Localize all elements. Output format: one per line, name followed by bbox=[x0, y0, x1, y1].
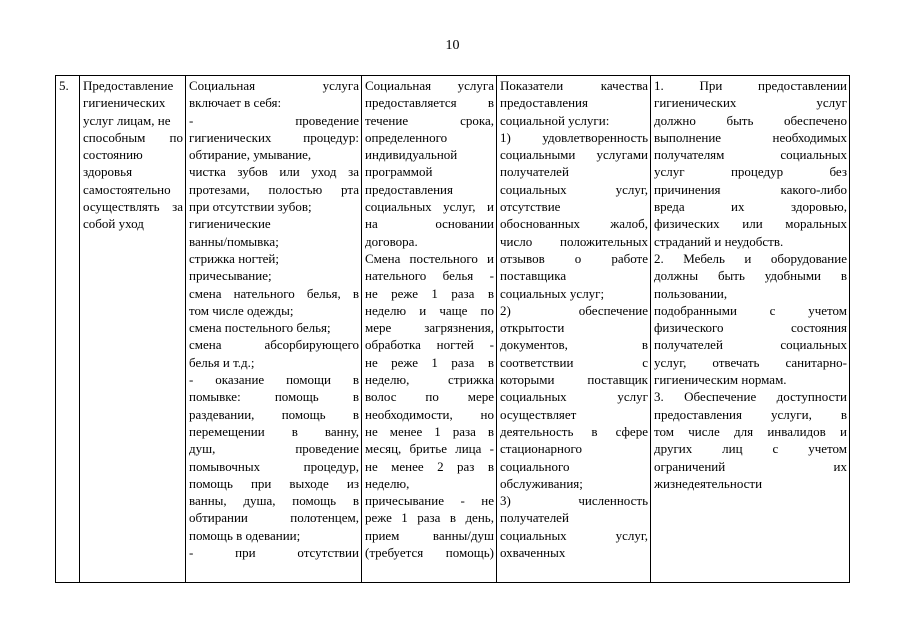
text-line: предоставляется в bbox=[365, 95, 494, 111]
text-line: физического состояния bbox=[654, 320, 847, 336]
text-line: не реже 1 раза в bbox=[365, 354, 494, 370]
row-number: 5. bbox=[59, 78, 69, 93]
text-line: гигиенических процедур: bbox=[189, 129, 359, 145]
text-line: помывочных процедур, bbox=[189, 458, 359, 474]
text-line: Показатели качества bbox=[500, 78, 648, 93]
text-line: Социальная услуга bbox=[365, 78, 494, 93]
text-line: причесывание - не bbox=[365, 493, 494, 509]
text-line: жизнедеятельности bbox=[654, 475, 763, 491]
text-line: Предоставление bbox=[83, 78, 174, 93]
text-line: помощь при выходе из bbox=[189, 475, 359, 491]
text-line: определенного bbox=[365, 129, 448, 145]
text-line: - при отсутствии bbox=[189, 545, 359, 561]
text-line: обтирание, умывание, bbox=[189, 147, 312, 163]
text-line: 1. При предоставлении bbox=[654, 78, 847, 93]
text-line: обслуживания; bbox=[500, 475, 583, 491]
text-line: услуг процедур без bbox=[654, 164, 847, 180]
text-line: ограничений их bbox=[654, 458, 847, 474]
text-line: вреда их здоровью, bbox=[654, 199, 847, 215]
text-line: необходимости, но bbox=[365, 406, 494, 422]
text-line: 3. Обеспечение доступности bbox=[654, 389, 847, 405]
text-line: смена абсорбирующего bbox=[189, 337, 359, 353]
text-line: волос по мере bbox=[365, 389, 494, 405]
text-line: пользовании, bbox=[654, 285, 728, 301]
text-line: месяц, бритье лица - bbox=[365, 441, 494, 457]
text-line: 2. Мебель и оборудование bbox=[654, 250, 847, 266]
text-line: предоставления bbox=[365, 181, 453, 197]
text-line: поставщика bbox=[500, 268, 567, 284]
quality-indicators-cell bbox=[497, 76, 651, 583]
text-line: 3) численность bbox=[500, 493, 648, 509]
services-table bbox=[55, 75, 850, 583]
text-line: способным по bbox=[83, 129, 183, 145]
text-line: ванны, душа, помощь в bbox=[189, 493, 359, 509]
text-line: реже 1 раза в день, bbox=[365, 510, 494, 526]
text-line: обработка ногтей - bbox=[365, 337, 494, 353]
text-line: белья и т.д.; bbox=[189, 354, 255, 370]
text-line: отсутствие bbox=[500, 199, 561, 215]
text-line: осуществляет bbox=[500, 406, 577, 422]
text-line: стрижка ногтей; bbox=[189, 250, 279, 266]
text-line: гигиеническим нормам. bbox=[654, 372, 787, 388]
text-line: причесывание; bbox=[189, 268, 272, 284]
text-line: предоставления bbox=[500, 95, 588, 111]
text-line: причинения какого-либо bbox=[654, 181, 847, 197]
text-line: отзывов о работе bbox=[500, 250, 648, 266]
text-line: социальных услуг; bbox=[500, 285, 605, 301]
text-line: прием ванны/душ bbox=[365, 527, 494, 543]
text-line: услуг, отвечать санитарно- bbox=[654, 354, 847, 370]
text-line: стационарного bbox=[500, 441, 582, 457]
text-line: том числе одежды; bbox=[189, 302, 294, 318]
text-line: смена нательного белья, в bbox=[189, 285, 359, 301]
text-line: состоянию bbox=[83, 147, 143, 163]
text-line: течение срока, bbox=[365, 112, 494, 128]
service-conditions-cell bbox=[651, 76, 850, 583]
text-line: соответствии с bbox=[500, 354, 648, 370]
text-line: Смена постельного и bbox=[365, 250, 494, 266]
text-line: (требуется помощь) bbox=[365, 545, 494, 561]
text-line: 1) удовлетворенность bbox=[500, 129, 648, 145]
text-line: не реже 1 раза в bbox=[365, 285, 494, 301]
service-name-cell bbox=[80, 76, 186, 583]
text-line: охваченных bbox=[500, 545, 566, 561]
row-number-cell bbox=[56, 76, 80, 583]
text-line: гигиенические bbox=[189, 216, 271, 232]
text-line: неделю, bbox=[365, 475, 410, 491]
text-line: гигиенических услуг bbox=[654, 95, 847, 111]
text-line: самостоятельно bbox=[83, 181, 171, 197]
text-line: при отсутствии зубов; bbox=[189, 199, 312, 215]
text-line: Социальная услуга bbox=[189, 78, 359, 93]
text-line: раздевании, помощь в bbox=[189, 406, 359, 422]
text-line: собой уход bbox=[83, 216, 144, 232]
text-line: помощь в одевании; bbox=[189, 527, 301, 543]
text-line: - проведение bbox=[189, 112, 359, 128]
text-line: смена постельного белья; bbox=[189, 320, 331, 336]
text-line: протезами, полостью рта bbox=[189, 181, 359, 197]
text-line: включает в себя: bbox=[189, 95, 282, 111]
text-line: программой bbox=[365, 164, 433, 180]
text-line: не менее 1 раза в bbox=[365, 423, 494, 439]
text-line: деятельность в сфере bbox=[500, 423, 648, 439]
text-line: не менее 2 раз в bbox=[365, 458, 494, 474]
text-line: договора. bbox=[365, 233, 418, 249]
text-line: социального bbox=[500, 458, 570, 474]
text-line: документов, в bbox=[500, 337, 648, 353]
text-line: число положительных bbox=[500, 233, 648, 249]
text-line: получателей bbox=[500, 510, 569, 526]
text-line: здоровья bbox=[83, 164, 133, 180]
text-line: услуг лицам, не bbox=[83, 112, 171, 128]
text-line: гигиенических bbox=[83, 95, 166, 111]
text-line: душ, проведение bbox=[189, 441, 359, 457]
text-line: мере загрязнения, bbox=[365, 320, 494, 336]
text-line: подобранными с учетом bbox=[654, 302, 847, 318]
text-line: неделю, стрижка bbox=[365, 372, 494, 388]
text-line: обоснованных жалоб, bbox=[500, 216, 648, 232]
text-line: социальной услуги: bbox=[500, 112, 610, 128]
text-line: получателей bbox=[500, 164, 569, 180]
text-line: 2) обеспечение bbox=[500, 302, 648, 318]
text-line: ванны/помывка; bbox=[189, 233, 279, 249]
text-line: выполнение необходимых bbox=[654, 129, 847, 145]
text-line: открытости bbox=[500, 320, 565, 336]
text-line: получателям социальных bbox=[654, 147, 847, 163]
text-line: получателей социальных bbox=[654, 337, 847, 353]
text-line: том числе для инвалидов и bbox=[654, 423, 847, 439]
text-line: должно быть обеспечено bbox=[654, 112, 847, 128]
text-line: физических или моральных bbox=[654, 216, 847, 232]
service-terms-cell bbox=[362, 76, 497, 583]
text-line: социальных услуг bbox=[500, 389, 648, 405]
text-line: на основании bbox=[365, 216, 494, 232]
text-line: предоставления услуги, в bbox=[654, 406, 847, 422]
text-line: индивидуальной bbox=[365, 147, 458, 163]
text-line: осуществлять за bbox=[83, 199, 183, 215]
text-line: перемещении в ванну, bbox=[189, 423, 359, 439]
text-line: страданий и неудобств. bbox=[654, 233, 784, 249]
text-line: должны быть удобными в bbox=[654, 268, 847, 284]
text-line: других лиц с учетом bbox=[654, 441, 847, 457]
text-line: - оказание помощи в bbox=[189, 372, 359, 388]
text-line: социальных услуг, bbox=[500, 527, 648, 543]
text-line: социальных услуг, и bbox=[365, 199, 494, 215]
text-line: нательного белья - bbox=[365, 268, 494, 284]
text-line: социальными услугами bbox=[500, 147, 648, 163]
text-line: помывке: помощь в bbox=[189, 389, 359, 405]
text-line: которыми поставщик bbox=[500, 372, 648, 388]
text-line: чистка зубов или уход за bbox=[189, 164, 359, 180]
text-line: социальных услуг, bbox=[500, 181, 648, 197]
service-description-cell bbox=[186, 76, 362, 583]
text-line: обтирании полотенцем, bbox=[189, 510, 359, 526]
table-row bbox=[56, 76, 850, 583]
text-line: неделю и чаще по bbox=[365, 302, 494, 318]
page-number: 10 bbox=[445, 38, 460, 53]
